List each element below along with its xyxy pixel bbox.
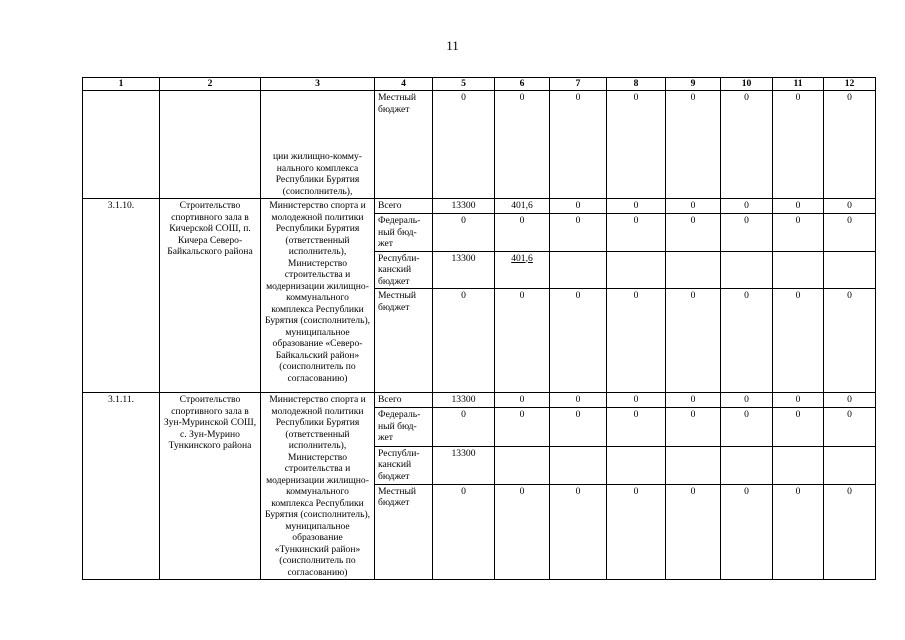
value-cell: 0 <box>495 393 550 408</box>
value-cell: 0 <box>666 408 721 446</box>
value-cell <box>824 251 876 289</box>
value-cell: 0 <box>433 484 495 579</box>
value-cell: 0 <box>824 199 876 214</box>
value-cell: 0 <box>495 214 550 252</box>
value-cell: 0 <box>433 289 495 393</box>
column-header: 7 <box>550 78 607 91</box>
column-header: 9 <box>666 78 721 91</box>
value-cell: 0 <box>495 484 550 579</box>
column-header-row <box>83 78 876 91</box>
value-cell: 0 <box>721 393 773 408</box>
value-cell: 0 <box>666 484 721 579</box>
executor-cell <box>261 91 375 199</box>
executor-cell: Министерство спорта и молодежной политики Республики Бурятия (ответственный исполнитель), Министерство строительства и модернизации жилищно-коммунального комплекса Республики Бурятия (соисполнитель), муниципальное образование «Тункинский район» (соисполнитель по согласованию) <box>261 393 375 580</box>
project-name-cell: Строительство спортивного зала в Кичерской СОШ, п. Кичера Северо-Байкальского района <box>160 199 261 393</box>
value-cell: 0 <box>607 91 666 199</box>
value-cell: 0 <box>607 408 666 446</box>
value-cell <box>721 446 773 484</box>
value-cell: 0 <box>773 408 824 446</box>
value-cell: 0 <box>607 214 666 252</box>
column-header: 8 <box>607 78 666 91</box>
column-header: 11 <box>773 78 824 91</box>
value-cell: 0 <box>666 214 721 252</box>
value-cell: 0 <box>721 484 773 579</box>
value-cell: 13300 <box>433 199 495 214</box>
value-cell: 401,6 <box>495 199 550 214</box>
value-cell: 0 <box>433 91 495 199</box>
value-cell <box>773 251 824 289</box>
column-header: 4 <box>375 78 433 91</box>
value-cell: 0 <box>721 199 773 214</box>
column-header: 10 <box>721 78 773 91</box>
value-cell: 0 <box>495 289 550 393</box>
value-cell: 0 <box>824 214 876 252</box>
value-cell: 0 <box>550 408 607 446</box>
value-cell <box>666 251 721 289</box>
value-cell: 13300 <box>433 393 495 408</box>
column-header: 1 <box>83 78 160 91</box>
value-cell: 0 <box>607 289 666 393</box>
funding-source-cell: Федераль-ный бюд-жет <box>375 214 433 252</box>
value-cell: 0 <box>721 289 773 393</box>
value-cell: 0 <box>607 484 666 579</box>
value-cell: 0 <box>773 393 824 408</box>
funding-source-cell: Республи-канский бюджет <box>375 251 433 289</box>
value-cell <box>666 446 721 484</box>
funding-source-cell: Местный бюджет <box>375 91 433 199</box>
value-cell: 0 <box>607 199 666 214</box>
funding-source-cell: Местный бюджет <box>375 484 433 579</box>
table-row <box>83 91 876 199</box>
column-header: 3 <box>261 78 375 91</box>
value-cell <box>550 446 607 484</box>
funding-source-cell: Федераль-ный бюд-жет <box>375 408 433 446</box>
value-cell: 0 <box>824 289 876 393</box>
project-number-cell: 3.1.11. <box>83 393 160 580</box>
table-row <box>83 393 876 408</box>
value-cell: 401,6 <box>495 251 550 289</box>
value-cell: 0 <box>607 393 666 408</box>
funding-source-cell: Всего <box>375 393 433 408</box>
table-row <box>83 199 876 214</box>
value-cell <box>495 446 550 484</box>
funding-source-cell: Республи-канский бюджет <box>375 446 433 484</box>
value-cell: 0 <box>495 408 550 446</box>
value-cell: 0 <box>773 91 824 199</box>
value-cell: 0 <box>550 289 607 393</box>
executor-cell: Министерство спорта и молодежной политики Республики Бурятия (ответственный исполнитель), Министерство строительства и модернизации жилищно-коммунального комплекса Республики Бурятия (соисполнитель), муниципальное образование «Северо-Байкальский район» (соисполнитель по согласованию) <box>261 199 375 393</box>
project-number-cell: 3.1.10. <box>83 199 160 393</box>
value-cell: 0 <box>773 289 824 393</box>
column-header: 2 <box>160 78 261 91</box>
funding-source-cell: Местный бюджет <box>375 289 433 393</box>
value-cell: 0 <box>550 484 607 579</box>
value-cell <box>550 251 607 289</box>
value-cell: 13300 <box>433 251 495 289</box>
value-cell: 0 <box>433 214 495 252</box>
executor-text: ции жилищно-комму-нального комплекса Республики Бурятия (соисполнитель), <box>273 151 362 197</box>
value-cell <box>607 251 666 289</box>
value-cell: 0 <box>666 199 721 214</box>
column-header: 12 <box>824 78 876 91</box>
value-cell: 0 <box>550 91 607 199</box>
value-cell: 0 <box>824 484 876 579</box>
value-cell <box>824 446 876 484</box>
funding-source-cell: Всего <box>375 199 433 214</box>
value-cell: 0 <box>773 484 824 579</box>
column-header: 6 <box>495 78 550 91</box>
value-cell: 0 <box>666 91 721 199</box>
value-cell: 0 <box>824 393 876 408</box>
project-name-cell <box>160 91 261 199</box>
value-cell <box>607 446 666 484</box>
budget-table <box>82 77 876 580</box>
value-cell: 0 <box>550 393 607 408</box>
value-cell: 0 <box>433 408 495 446</box>
column-header: 5 <box>433 78 495 91</box>
project-number-cell <box>83 91 160 199</box>
value-cell: 0 <box>550 199 607 214</box>
value-cell: 0 <box>721 408 773 446</box>
value-cell <box>721 251 773 289</box>
value-cell: 0 <box>550 214 607 252</box>
value-cell: 0 <box>773 214 824 252</box>
value-cell: 0 <box>773 199 824 214</box>
value-cell <box>773 446 824 484</box>
value-cell: 0 <box>824 91 876 199</box>
value-cell: 0 <box>721 214 773 252</box>
project-name-cell: Строительство спортивного зала в Зун-Муринской СОШ, с. Зун-Мурино Тункинского района <box>160 393 261 580</box>
value-cell: 13300 <box>433 446 495 484</box>
value-cell: 0 <box>666 289 721 393</box>
value-cell: 0 <box>824 408 876 446</box>
value-cell: 0 <box>495 91 550 199</box>
value-cell: 0 <box>666 393 721 408</box>
value-cell: 0 <box>721 91 773 199</box>
page-number: 11 <box>446 38 459 53</box>
